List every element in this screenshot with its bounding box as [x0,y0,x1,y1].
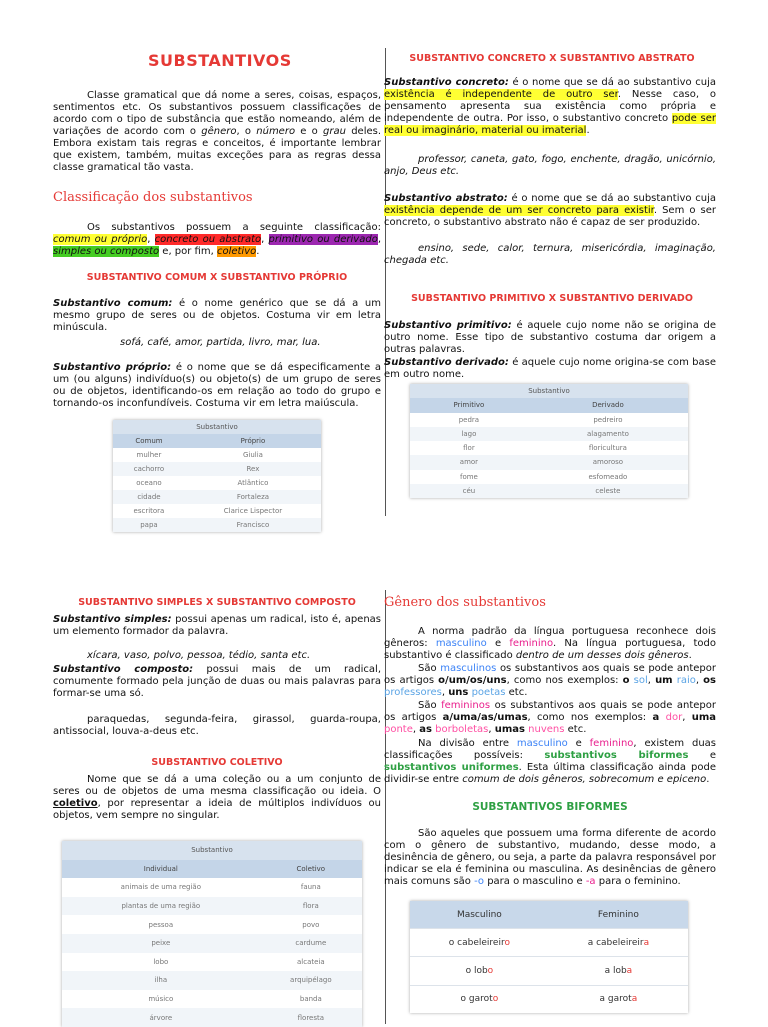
table-row: amor amoroso [410,455,688,469]
genero-paragraph-1: A norma padrão da língua portuguesa reconhece dois gêneros: masculino e feminino. Na língua portuguesa, todo substantivo é classificado dentro de um desses dois gêneros. [384,626,717,661]
coletivo-paragraph: Nome que se dá a uma coleção ou a um conjunto de seres ou de objetos de uma mesma classificação ou ideia. O coletivo, por representar a ideia de múltiplos indivíduos ou objetos, vem sempre no singular. [53,774,381,821]
table-row: árvore floresta [62,1008,362,1027]
masculino-feminino-table [410,901,688,1013]
proprio-definition: Substantivo próprio: é o nome que se dá especificamente a um (ou alguns) indivíduo(s) ou objeto(s) de um grupo de seres ou de objetos, identificando-os em relação ao todo do grupo e tornando-os inconfundíveis. Costuma vir em letra maiúscula. [53,362,381,409]
table-row: papa Francisco [113,518,321,532]
concreto-examples: professor, caneta, gato, fogo, enchente, dragão, unicórnio, anjo, Deus etc. [384,154,716,177]
classification-paragraph: Os substantivos possuem a seguinte classificação: comum ou próprio, concreto ou abstrato, primitivo ou derivado, simples ou composto e, por fim, coletivo. [53,222,381,257]
comum-examples: sofá, café, amor, partida, livro, mar, lua. [120,337,321,348]
table-row: céu celeste [410,484,688,498]
primitivo-definition: Substantivo primitivo: é aquele cujo nome não se origina de outro nome. Esse tipo de substantivo costuma dar origem a outras palavras. [384,320,717,355]
primitivo-derivado-heading: SUBSTANTIVO PRIMITIVO X SUBSTANTIVO DERIVADO [411,293,693,304]
table-header: Coletivo [260,860,362,879]
table-row: cidade Fortaleza [113,490,321,504]
concreto-definition: Substantivo concreto: é o nome que se dá ao substantivo cuja existência é independente de outro ser. Nesse caso, o pensamento apresenta sua existência como própria e independente de outra. Por isso, o substantivo concreto pode ser real ou imaginário, material ou imaterial. [384,77,717,136]
comum-proprio-heading: SUBSTANTIVO COMUM X SUBSTANTIVO PRÓPRIO [86,272,348,283]
table-row: animais de uma região fauna [120,883,321,892]
table-row: mulher Giulia [136,451,263,459]
table-row: lago alagamento [410,427,688,441]
individual-coletivo-table [62,841,362,1027]
table-header: Comum [113,434,185,448]
composto-examples: paraquedas, segunda-feira, girassol, guarda-roupa, antissocial, louva-a-deus etc. [53,714,381,737]
table-header: Próprio [185,434,321,448]
table-row: o lobo a loba [410,957,688,985]
page-title: SUBSTANTIVOS [148,51,292,70]
coletivo-heading: SUBSTANTIVO COLETIVO [151,757,283,768]
table-row: ilha arquipélago [62,971,362,990]
table-header: Primitivo [410,398,528,412]
comum-proprio-table [113,420,321,532]
table-row: peixe cardume [62,934,362,953]
comum-definition: Substantivo comum: é o nome genérico que se dá a um mesmo grupo de seres ou de objetos. Costuma vir em letra minúscula. [53,298,382,333]
table-row: plantas de uma região flora [62,897,362,916]
table-row: pessoa povo [148,920,320,929]
table-caption: Substantivo [113,420,321,434]
table-header: Derivado [528,398,688,412]
table-row: flor floricultura [463,444,627,453]
derivado-definition: Substantivo derivado: é aquele cujo nome origina-se com base em outro nome. [384,357,716,380]
genero-paragraph-3: São femininos os substantivos aos quais se pode antepor os artigos a/uma/as/umas, como nos exemplos: a dor, uma ponte, as borboletas, umas nuvens etc. [384,700,716,735]
table-row: o garoto a garota [410,985,688,1013]
abstrato-definition: Substantivo abstrato: é o nome que se dá ao substantivo cuja existência depende de um ser concreto para existir. Sem o ser concreto, o substantivo abstrato não é capaz de ser produzido. [384,193,716,228]
table-row: cachorro Rex [113,462,321,476]
table-caption: Substantivo [410,384,688,398]
genero-paragraph-2: São masculinos os substantivos aos quais se pode antepor os artigos o/um/os/uns, como nos exemplos: o sol, um raio, os professores, uns poetas etc. [384,663,717,698]
genero-heading: Gênero dos substantivos [384,595,546,610]
table-row: músico banda [148,995,322,1004]
table-header: Individual [62,860,260,879]
simples-examples: xícara, vaso, polvo, pessoa, tédio, santa etc. [87,650,311,661]
abstrato-examples: ensino, sede, calor, ternura, misericórdia, imaginação, chegada etc. [384,243,716,266]
simples-composto-heading: SUBSTANTIVO SIMPLES X SUBSTANTIVO COMPOSTO [78,597,356,608]
table-row: fome esfomeado [459,472,628,481]
genero-paragraph-4: Na divisão entre masculino e feminino, existem duas classificações possíveis: substantivos biformes e substantivos uniformes. Esta última classificação ainda pode dividir-se entre comum de dois gêneros, sobrecomum e epiceno. [384,738,717,785]
concreto-abstrato-heading: SUBSTANTIVO CONCRETO X SUBSTANTIVO ABSTRATO [409,53,695,64]
table-row: lobo alcateia [153,957,325,966]
biformes-paragraph: São aqueles que possuem uma forma diferente de acordo com o gênero de substantivo, mudando, desse modo, a desinência de gênero, ou seja, a parte da palavra responsável por indicar se ela é feminina ou masculina. As desinências de gênero mais comuns são -o para o masculino e -a para o feminino. [384,828,716,887]
classification-heading: Classificação dos substantivos [53,190,253,205]
table-header: Feminino [549,901,688,929]
biformes-heading: SUBSTANTIVOS BIFORMES [472,801,628,813]
table-header: Masculino [410,901,549,929]
composto-definition: Substantivo composto: possui mais de um radical, comumente formado pela junção de duas ou mais palavras para formar-se uma só. [53,664,381,699]
primitivo-derivado-table [410,384,688,498]
table-row: o cabeleireiro a cabeleireira [410,929,688,957]
table-row: escritora Clarice Lispector [133,507,283,515]
table-row: oceano Atlântico [136,479,269,487]
table-row: pedra pedreiro [458,415,623,424]
intro-paragraph: Classe gramatical que dá nome a seres, coisas, espaços, sentimentos etc. Os substantivos possuem classificações de acordo com o tipo de substância que estão nomeando, além de variações de acordo com o gênero, o número e o grau deles. Embora existam tais regras e conceitos, é importante lembrar que existem, também, muitas exceções para as regras dessa classe gramatical tão vasta. [53,90,382,173]
simples-definition: Substantivo simples: possui apenas um radical, isto é, apenas um elemento formador da palavra. [53,614,381,637]
table-caption: Substantivo [62,841,362,860]
